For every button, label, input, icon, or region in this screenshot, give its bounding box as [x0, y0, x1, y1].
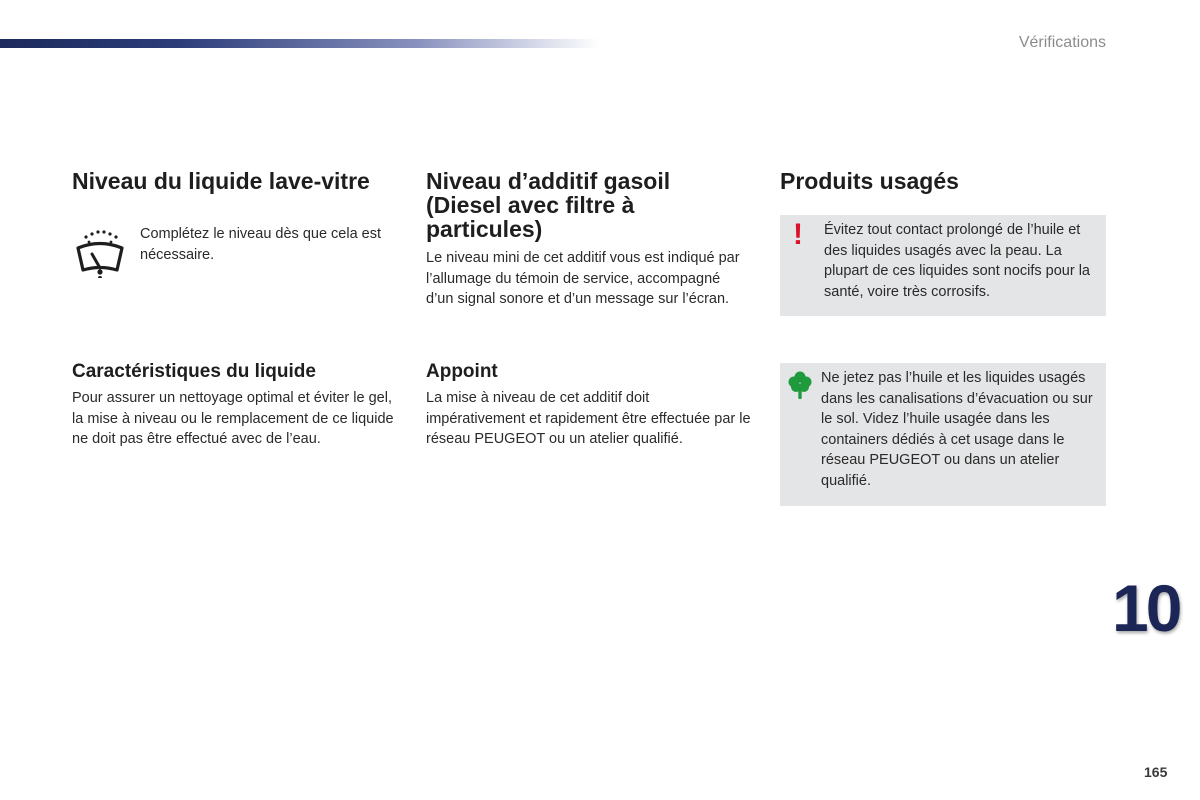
page-number: 165 — [1144, 764, 1168, 780]
tree-icon — [788, 371, 812, 399]
top-up-text: La mise à niveau de cet additif doit impérativement et rapidement être effectuée par le réseau PEUGEOT ou un atelier qualifié. — [426, 390, 751, 447]
warning-note — [780, 215, 1106, 316]
diesel-additive-title — [426, 169, 670, 241]
diesel-additive-text: Le niveau mini de cet additif vous est indiqué par l’allumage du témoin de service, accompagné d’un signal sonore et d’un message sur l’écran. — [426, 250, 740, 307]
washer-fluid-title: Niveau du liquide lave-vitre — [72, 168, 370, 194]
header-gradient-bar — [0, 39, 600, 48]
top-up-title: Appoint — [426, 361, 498, 382]
warning-text: Évitez tout contact prolongé de l’huile et des liquides usagés avec la peau. La plupart de ces liquides sont nocifs pour la santé, voire très corrosifs. — [824, 222, 1090, 300]
used-products-section — [780, 167, 1106, 507]
fluid-characteristics-title: Caractéristiques du liquide — [72, 361, 316, 382]
washer-fluid-text: Complétez le niveau dès que cela est nécessaire. — [140, 226, 382, 263]
windshield-washer-icon — [72, 228, 128, 278]
diesel-additive-section — [426, 167, 751, 467]
used-products-title: Produits usagés — [780, 168, 959, 194]
diesel-additive-title-line-3: particules) — [426, 216, 543, 242]
section-title: Vérifications — [1018, 34, 1106, 51]
chapter-number: 10 — [1112, 571, 1180, 645]
environment-text: Ne jetez pas l’huile et les liquides usagés dans les canalisations d’évacuation ou sur le sol. Videz l’huile usagée dans les containers dédiés à cet usage dans le réseau PEUGEOT ou dans un atelier qualifié. — [821, 370, 1093, 489]
environment-note — [780, 363, 1106, 506]
exclamation-icon: ! — [793, 218, 803, 251]
washer-fluid-section — [72, 167, 402, 467]
washer-fluid-note — [72, 224, 402, 284]
fluid-characteristics-text: Pour assurer un nettoyage optimal et éviter le gel, la mise à niveau ou le remplacement de ce liquide ne doit pas être effectué avec de l’eau. — [72, 390, 394, 447]
diesel-additive-title-line-2: (Diesel avec filtre à — [426, 192, 635, 218]
diesel-additive-title-line-1: Niveau d’additif gasoil — [426, 168, 671, 194]
